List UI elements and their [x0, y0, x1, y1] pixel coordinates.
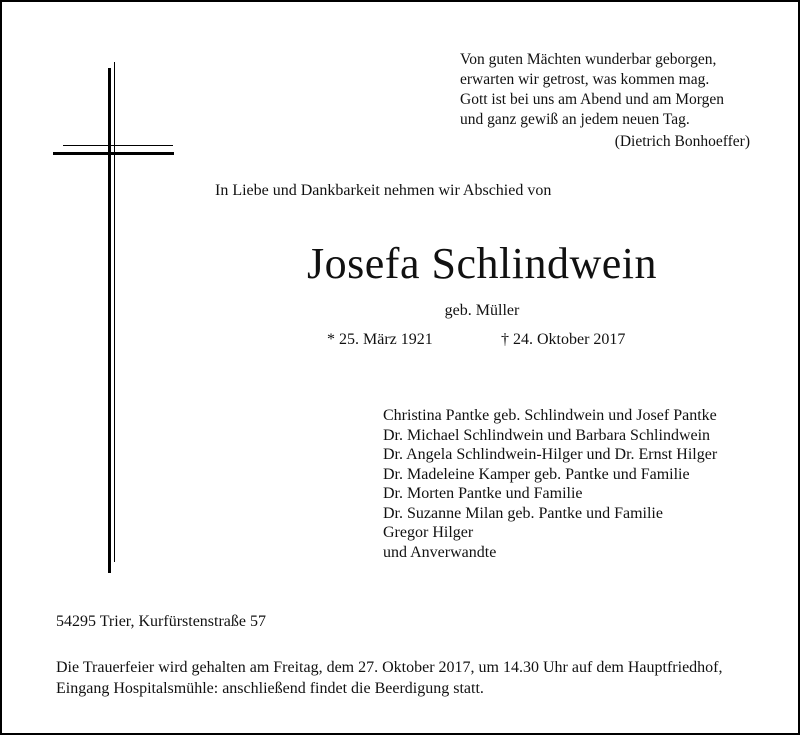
- mourner-item: Christina Pantke geb. Schlindwein und Josef Pantke: [383, 407, 717, 424]
- life-dates: [327, 331, 625, 349]
- quote-line: Von guten Mächten wunderbar geborgen,: [460, 51, 717, 68]
- funeral-info-line: Die Trauerfeier wird gehalten am Freitag, dem 27. Oktober 2017, um 14.30 Uhr auf dem Hauptfriedhof,: [56, 659, 723, 676]
- mourner-item: Dr. Michael Schlindwein und Barbara Schlindwein: [383, 426, 711, 444]
- birth-date: * 25. März 1921: [327, 331, 433, 348]
- quote-line: und ganz gewiß an jedem neuen Tag.: [460, 111, 690, 128]
- deceased-name: Josefa Schlindwein: [307, 239, 657, 288]
- mourner-item: Dr. Madeleine Kamper geb. Pantke und Familie: [383, 465, 690, 483]
- intro-text: In Liebe und Dankbarkeit nehmen wir Abschied von: [215, 182, 552, 199]
- mourner-item: und Anverwandte: [383, 543, 497, 561]
- family-address: 54295 Trier, Kurfürstenstraße 57: [56, 613, 266, 630]
- funeral-info-line: Eingang Hospitalsmühle: anschließend findet die Beerdigung statt.: [56, 680, 484, 697]
- birth-name: geb. Müller: [444, 302, 520, 319]
- mourner-item: Gregor Hilger: [383, 524, 474, 541]
- funeral-info: [56, 657, 786, 699]
- mourner-item: Dr. Suzanne Milan geb. Pantke und Familie: [383, 504, 663, 522]
- quote-line: Gott ist bei uns am Abend und am Morgen: [460, 91, 725, 108]
- mourners-list: [383, 406, 717, 562]
- quote-block: [460, 50, 760, 130]
- quote-author: (Dietrich Bonhoeffer): [614, 133, 750, 150]
- death-date: † 24. Oktober 2017: [501, 331, 626, 348]
- cross-horizontal-bar: [53, 152, 174, 155]
- mourner-item: Dr. Angela Schlindwein-Hilger und Dr. Ernst Hilger: [383, 446, 718, 463]
- cross-horizontal-line: [63, 145, 173, 146]
- quote-line: erwarten wir getrost, was kommen mag.: [460, 71, 710, 88]
- cross-vertical-bar: [108, 68, 111, 573]
- mourner-item: Dr. Morten Pantke und Familie: [383, 485, 583, 502]
